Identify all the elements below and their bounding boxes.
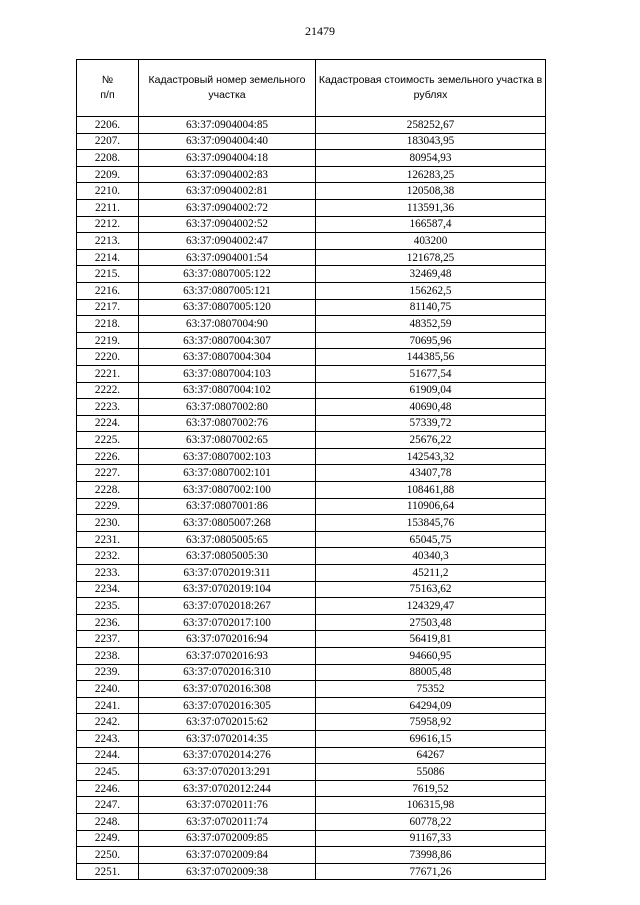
row-number-cell: 2241. <box>77 697 139 714</box>
table-row <box>77 249 546 266</box>
row-number-cell: 2229. <box>77 498 139 515</box>
table-row <box>77 382 546 399</box>
table-row <box>77 448 546 465</box>
header-row <box>77 60 546 117</box>
cadastral-number-cell: 63:37:0807004:102 <box>139 382 316 399</box>
table-row <box>77 233 546 250</box>
cadastral-value-cell: 43407,78 <box>316 465 546 482</box>
table-row <box>77 614 546 631</box>
cadastral-number-cell: 63:37:0807004:304 <box>139 349 316 366</box>
row-number-cell: 2213. <box>77 233 139 250</box>
cadastral-number-cell: 63:37:0702011:76 <box>139 797 316 814</box>
cadastral-value-cell: 61909,04 <box>316 382 546 399</box>
table-row <box>77 830 546 847</box>
row-number-cell: 2219. <box>77 332 139 349</box>
row-number-cell: 2220. <box>77 349 139 366</box>
cadastral-number-cell: 63:37:0807002:80 <box>139 399 316 416</box>
page-number: 21479 <box>305 24 335 38</box>
cadastral-value-cell: 142543,32 <box>316 448 546 465</box>
cadastral-value-cell: 40340,3 <box>316 548 546 565</box>
cadastral-number-cell: 63:37:0904004:18 <box>139 150 316 167</box>
cadastral-value-cell: 166587,4 <box>316 216 546 233</box>
table-row <box>77 581 546 598</box>
header-cadastral-number: Кадастровый номер земельного участка <box>139 60 316 117</box>
table-row <box>77 730 546 747</box>
cadastral-value-cell: 27503,48 <box>316 614 546 631</box>
row-number-cell: 2228. <box>77 482 139 499</box>
cadastral-number-cell: 63:37:0702014:276 <box>139 747 316 764</box>
row-number-cell: 2231. <box>77 531 139 548</box>
cadastral-number-cell: 63:37:0702013:291 <box>139 764 316 781</box>
row-number-cell: 2250. <box>77 847 139 864</box>
table-row <box>77 183 546 200</box>
cadastral-value-cell: 60778,22 <box>316 813 546 830</box>
cadastral-number-cell: 63:37:0904002:83 <box>139 166 316 183</box>
table-row <box>77 565 546 582</box>
table-row <box>77 847 546 864</box>
cadastral-number-cell: 63:37:0807002:100 <box>139 482 316 499</box>
cadastral-value-cell: 153845,76 <box>316 515 546 532</box>
cadastral-number-cell: 63:37:0807001:86 <box>139 498 316 515</box>
cadastral-number-cell: 63:37:0807004:90 <box>139 316 316 333</box>
row-number-cell: 2223. <box>77 399 139 416</box>
row-number-cell: 2222. <box>77 382 139 399</box>
cadastral-number-cell: 63:37:0807002:101 <box>139 465 316 482</box>
cadastral-value-cell: 108461,88 <box>316 482 546 499</box>
cadastral-number-cell: 63:37:0904002:47 <box>139 233 316 250</box>
table-row <box>77 780 546 797</box>
row-number-cell: 2243. <box>77 730 139 747</box>
table-row <box>77 648 546 665</box>
cadastral-value-cell: 403200 <box>316 233 546 250</box>
cadastral-number-cell: 63:37:0702012:244 <box>139 780 316 797</box>
table-row <box>77 299 546 316</box>
table-row <box>77 863 546 880</box>
row-number-cell: 2240. <box>77 681 139 698</box>
cadastral-number-cell: 63:37:0805005:65 <box>139 531 316 548</box>
table-body <box>77 117 546 880</box>
row-number-cell: 2242. <box>77 714 139 731</box>
row-number-cell: 2206. <box>77 117 139 134</box>
table-row <box>77 714 546 731</box>
cadastral-number-cell: 63:37:0904004:40 <box>139 133 316 150</box>
cadastral-number-cell: 63:37:0702018:267 <box>139 598 316 615</box>
row-number-cell: 2232. <box>77 548 139 565</box>
table-row <box>77 664 546 681</box>
cadastral-value-cell: 48352,59 <box>316 316 546 333</box>
cadastral-value-cell: 156262,5 <box>316 282 546 299</box>
cadastral-value-cell: 45211,2 <box>316 565 546 582</box>
cadastral-number-cell: 63:37:0702009:38 <box>139 863 316 880</box>
cadastral-number-cell: 63:37:0702017:100 <box>139 614 316 631</box>
row-number-cell: 2207. <box>77 133 139 150</box>
cadastral-value-cell: 121678,25 <box>316 249 546 266</box>
cadastral-value-cell: 80954,93 <box>316 150 546 167</box>
table-row <box>77 797 546 814</box>
row-number-cell: 2224. <box>77 415 139 432</box>
table-row <box>77 365 546 382</box>
row-number-cell: 2218. <box>77 316 139 333</box>
cadastral-value-cell: 88005,48 <box>316 664 546 681</box>
cadastral-number-cell: 63:37:0702014:35 <box>139 730 316 747</box>
cadastral-value-cell: 94660,95 <box>316 648 546 665</box>
cadastral-number-cell: 63:37:0807002:103 <box>139 448 316 465</box>
cadastral-number-cell: 63:37:0702016:310 <box>139 664 316 681</box>
cadastral-value-cell: 75163,62 <box>316 581 546 598</box>
header-number-sign: № <box>101 74 114 86</box>
table-row <box>77 432 546 449</box>
cadastral-number-cell: 63:37:0805005:30 <box>139 548 316 565</box>
cadastral-value-cell: 91167,33 <box>316 830 546 847</box>
row-number-cell: 2209. <box>77 166 139 183</box>
row-number-cell: 2233. <box>77 565 139 582</box>
cadastral-value-cell: 73998,86 <box>316 847 546 864</box>
table-row <box>77 316 546 333</box>
table-row <box>77 415 546 432</box>
cadastral-value-cell: 7619,52 <box>316 780 546 797</box>
cadastral-number-cell: 63:37:0807005:121 <box>139 282 316 299</box>
cadastral-number-cell: 63:37:0805007:268 <box>139 515 316 532</box>
cadastral-value-cell: 55086 <box>316 764 546 781</box>
row-number-cell: 2245. <box>77 764 139 781</box>
row-number-cell: 2247. <box>77 797 139 814</box>
table-row <box>77 150 546 167</box>
table-row <box>77 482 546 499</box>
cadastral-number-cell: 63:37:0904002:52 <box>139 216 316 233</box>
cadastral-number-cell: 63:37:0807005:120 <box>139 299 316 316</box>
table-row <box>77 515 546 532</box>
row-number-cell: 2239. <box>77 664 139 681</box>
row-number-cell: 2237. <box>77 631 139 648</box>
cadastral-value-cell: 64267 <box>316 747 546 764</box>
table-row <box>77 598 546 615</box>
table-row <box>77 465 546 482</box>
cadastral-value-cell: 120508,38 <box>316 183 546 200</box>
cadastral-value-cell: 25676,22 <box>316 432 546 449</box>
cadastral-number-cell: 63:37:0904002:72 <box>139 199 316 216</box>
cadastral-value-cell: 75958,92 <box>316 714 546 731</box>
row-number-cell: 2211. <box>77 199 139 216</box>
row-number-cell: 2216. <box>77 282 139 299</box>
row-number-cell: 2236. <box>77 614 139 631</box>
cadastral-value-cell: 124329,47 <box>316 598 546 615</box>
row-number-cell: 2244. <box>77 747 139 764</box>
row-number-cell: 2230. <box>77 515 139 532</box>
row-number-cell: 2251. <box>77 863 139 880</box>
cadastral-value-cell: 51677,54 <box>316 365 546 382</box>
cadastral-value-cell: 144385,56 <box>316 349 546 366</box>
cadastral-number-cell: 63:37:0904004:85 <box>139 117 316 134</box>
cadastral-value-cell: 126283,25 <box>316 166 546 183</box>
row-number-cell: 2227. <box>77 465 139 482</box>
cadastral-number-cell: 63:37:0702016:94 <box>139 631 316 648</box>
cadastral-value-cell: 77671,26 <box>316 863 546 880</box>
cadastral-value-cell: 69616,15 <box>316 730 546 747</box>
cadastral-value-cell: 110906,64 <box>316 498 546 515</box>
table-row <box>77 349 546 366</box>
row-number-cell: 2248. <box>77 813 139 830</box>
table-row <box>77 399 546 416</box>
cadastral-number-cell: 63:37:0807002:76 <box>139 415 316 432</box>
cadastral-number-cell: 63:37:0807005:122 <box>139 266 316 283</box>
table-row <box>77 266 546 283</box>
cadastral-value-cell: 65045,75 <box>316 531 546 548</box>
cadastral-number-cell: 63:37:0702009:85 <box>139 830 316 847</box>
table-row <box>77 498 546 515</box>
row-number-cell: 2212. <box>77 216 139 233</box>
table-row <box>77 199 546 216</box>
cadastral-number-cell: 63:37:0702019:104 <box>139 581 316 598</box>
cadastral-number-cell: 63:37:0904001:54 <box>139 249 316 266</box>
cadastral-number-cell: 63:37:0904002:81 <box>139 183 316 200</box>
table-row <box>77 813 546 830</box>
cadastral-number-cell: 63:37:0702016:93 <box>139 648 316 665</box>
cadastral-number-cell: 63:37:0807004:103 <box>139 365 316 382</box>
table-row <box>77 531 546 548</box>
row-number-cell: 2234. <box>77 581 139 598</box>
table-row <box>77 681 546 698</box>
row-number-cell: 2214. <box>77 249 139 266</box>
cadastral-value-cell: 70695,96 <box>316 332 546 349</box>
cadastral-number-cell: 63:37:0702009:84 <box>139 847 316 864</box>
table-row <box>77 216 546 233</box>
row-number-cell: 2238. <box>77 648 139 665</box>
row-number-cell: 2226. <box>77 448 139 465</box>
cadastral-value-cell: 64294,09 <box>316 697 546 714</box>
cadastral-number-cell: 63:37:0702015:62 <box>139 714 316 731</box>
cadastral-value-cell: 113591,36 <box>316 199 546 216</box>
cadastral-value-cell: 258252,67 <box>316 117 546 134</box>
row-number-cell: 2246. <box>77 780 139 797</box>
row-number-cell: 2221. <box>77 365 139 382</box>
table-header <box>77 60 546 117</box>
cadastral-number-cell: 63:37:0702011:74 <box>139 813 316 830</box>
row-number-cell: 2215. <box>77 266 139 283</box>
cadastral-value-cell: 75352 <box>316 681 546 698</box>
header-row-number <box>77 60 139 117</box>
row-number-cell: 2210. <box>77 183 139 200</box>
cadastral-value-cell: 32469,48 <box>316 266 546 283</box>
table-row <box>77 282 546 299</box>
row-number-cell: 2208. <box>77 150 139 167</box>
table-row <box>77 631 546 648</box>
cadastral-number-cell: 63:37:0807004:307 <box>139 332 316 349</box>
row-number-cell: 2235. <box>77 598 139 615</box>
cadastral-number-cell: 63:37:0702016:305 <box>139 697 316 714</box>
header-number-abbr: п/п <box>100 89 115 101</box>
cadastral-value-cell: 40690,48 <box>316 399 546 416</box>
cadastral-value-cell: 106315,98 <box>316 797 546 814</box>
cadastral-number-cell: 63:37:0702016:308 <box>139 681 316 698</box>
table-row <box>77 133 546 150</box>
row-number-cell: 2217. <box>77 299 139 316</box>
table-row <box>77 117 546 134</box>
table-row <box>77 332 546 349</box>
cadastral-number-cell: 63:37:0807002:65 <box>139 432 316 449</box>
table-row <box>77 548 546 565</box>
row-number-cell: 2225. <box>77 432 139 449</box>
cadastral-value-cell: 57339,72 <box>316 415 546 432</box>
table-row <box>77 747 546 764</box>
row-number-cell: 2249. <box>77 830 139 847</box>
table-row <box>77 764 546 781</box>
cadastral-value-table <box>76 59 546 880</box>
cadastral-value-cell: 56419,81 <box>316 631 546 648</box>
cadastral-value-cell: 183043,95 <box>316 133 546 150</box>
cadastral-value-cell: 81140,75 <box>316 299 546 316</box>
header-cadastral-value: Кадастровая стоимость земельного участка в рублях <box>316 60 546 117</box>
table-row <box>77 166 546 183</box>
cadastral-number-cell: 63:37:0702019:311 <box>139 565 316 582</box>
table-row <box>77 697 546 714</box>
